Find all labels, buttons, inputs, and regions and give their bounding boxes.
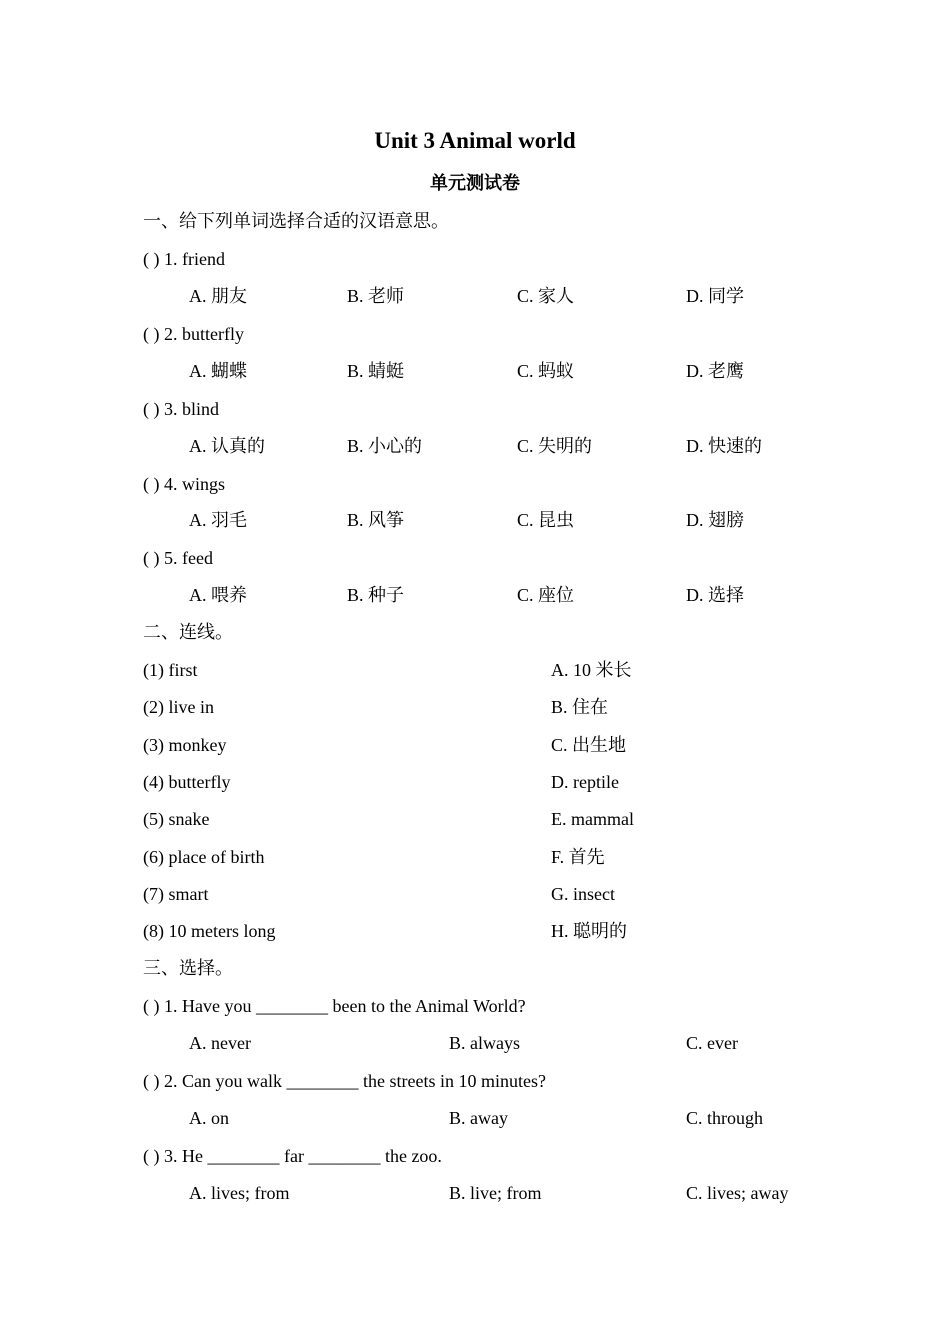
match-right-item: A. 10 米长 [551, 660, 632, 680]
match-left-item: (5) snake [143, 809, 210, 829]
s1-q3-option-c: C. 失明的 [517, 436, 593, 456]
s1-q4-option-d: D. 翅膀 [686, 510, 744, 530]
s3-q3-option-a: A. lives; from [189, 1183, 290, 1203]
match-right-item: F. 首先 [551, 847, 605, 867]
match-left-item: (8) 10 meters long [143, 921, 276, 941]
s1-question-4-stem: ( ) 4. wings [143, 474, 225, 494]
s1-q5-option-c: C. 座位 [517, 585, 575, 605]
s1-q2-option-b: B. 蜻蜓 [347, 361, 405, 381]
s1-q2-option-a: A. 蝴蝶 [189, 361, 247, 381]
s1-q4-option-b: B. 风筝 [347, 510, 405, 530]
s3-q3-option-c: C. lives; away [686, 1183, 789, 1203]
s3-q1-option-c: C. ever [686, 1033, 738, 1053]
s1-q3-option-d: D. 快速的 [686, 436, 762, 456]
page-title: Unit 3 Animal world [374, 128, 576, 153]
s1-question-2-stem: ( ) 2. butterfly [143, 324, 244, 344]
s1-question-1-stem: ( ) 1. friend [143, 249, 225, 269]
match-left-item: (6) place of birth [143, 847, 265, 867]
s1-q5-option-a: A. 喂养 [189, 585, 247, 605]
section1-heading: 一、给下列单词选择合适的汉语意思。 [143, 211, 449, 231]
match-right-item: G. insect [551, 884, 615, 904]
s1-q1-option-c: C. 家人 [517, 286, 575, 306]
s1-question-5-stem: ( ) 5. feed [143, 548, 213, 568]
s1-q2-option-c: C. 蚂蚁 [517, 361, 575, 381]
match-right-item: D. reptile [551, 772, 619, 792]
s3-q1-option-a: A. never [189, 1033, 251, 1053]
s1-q1-option-b: B. 老师 [347, 286, 405, 306]
match-right-item: B. 住在 [551, 697, 609, 717]
page-subtitle: 单元测试卷 [430, 173, 520, 193]
section2-heading: 二、连线。 [143, 622, 233, 642]
match-left-item: (1) first [143, 660, 198, 680]
s1-q4-option-a: A. 羽毛 [189, 510, 247, 530]
s3-q2-option-a: A. on [189, 1108, 229, 1128]
match-right-item: H. 聪明的 [551, 921, 627, 941]
s3-q2-option-b: B. away [449, 1108, 508, 1128]
s1-q2-option-d: D. 老鹰 [686, 361, 744, 381]
s1-q1-option-a: A. 朋友 [189, 286, 247, 306]
s3-q3-option-b: B. live; from [449, 1183, 542, 1203]
s1-question-3-stem: ( ) 3. blind [143, 399, 219, 419]
match-left-item: (3) monkey [143, 735, 227, 755]
section3-heading: 三、选择。 [143, 958, 233, 978]
s1-q5-option-d: D. 选择 [686, 585, 744, 605]
s3-q1-option-b: B. always [449, 1033, 520, 1053]
s1-q3-option-b: B. 小心的 [347, 436, 423, 456]
s1-q5-option-b: B. 种子 [347, 585, 405, 605]
s3-q2-option-c: C. through [686, 1108, 764, 1128]
s1-q4-option-c: C. 昆虫 [517, 510, 575, 530]
s3-question-2-stem: ( ) 2. Can you walk ________ the streets in 10 minutes? [143, 1071, 546, 1091]
s1-q3-option-a: A. 认真的 [189, 436, 265, 456]
s3-question-3-stem: ( ) 3. He ________ far ________ the zoo. [143, 1146, 442, 1166]
match-left-item: (2) live in [143, 697, 214, 717]
match-right-item: C. 出生地 [551, 735, 627, 755]
match-left-item: (7) smart [143, 884, 209, 904]
s1-q1-option-d: D. 同学 [686, 286, 744, 306]
s3-question-1-stem: ( ) 1. Have you ________ been to the Animal World? [143, 996, 526, 1016]
match-left-item: (4) butterfly [143, 772, 231, 792]
match-right-item: E. mammal [551, 809, 634, 829]
